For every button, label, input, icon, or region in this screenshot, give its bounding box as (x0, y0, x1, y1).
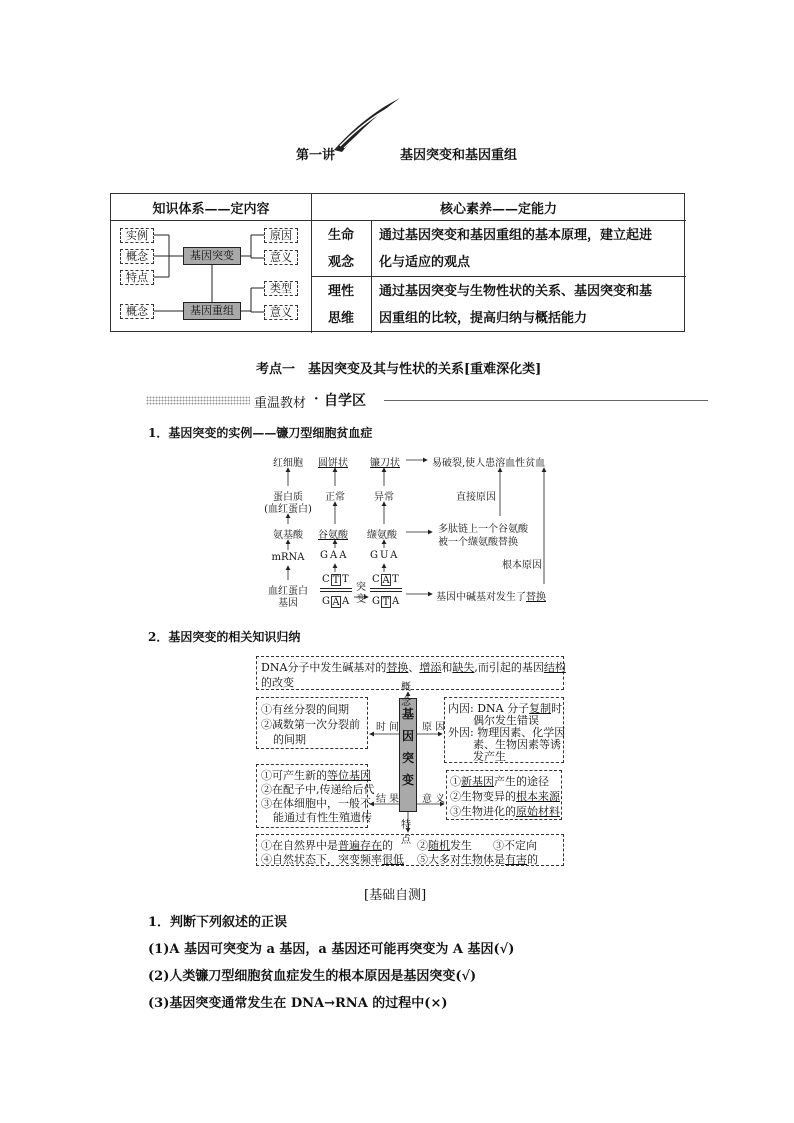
banner-dot: · (314, 392, 319, 407)
lecture-number: 第一讲 (296, 148, 336, 163)
dna-base: A (392, 596, 400, 607)
mindmap-mutation: 基因突变 (183, 247, 241, 265)
concept-text: DNA分子中发生碱基对的 (261, 661, 387, 674)
result-key: 等位基因 (327, 769, 371, 782)
mindmap-node: 类型 (264, 281, 298, 296)
label-concept: 概念 (401, 682, 417, 708)
mindmap-node: 特点 (120, 270, 154, 285)
gene-change-key: 替换 (526, 592, 546, 603)
label-time: 时间 (376, 722, 402, 733)
mindmap-node: 意义 (264, 250, 298, 265)
mutant-mrna: GUA (370, 550, 400, 561)
dna-base: T (392, 574, 399, 585)
mindmap-recombination: 基因重组 (183, 302, 241, 320)
result-text: ③在体细胞中，一般不 (261, 797, 371, 810)
banner-dots (146, 396, 250, 405)
meaning-text: ②生物变异的 (450, 790, 516, 803)
cause-text: 偶尔发生错误 (473, 714, 539, 727)
dna-base-boxed: T (332, 575, 340, 586)
label-hb-gene-2: 基因 (278, 598, 298, 609)
result-text: ①可产生新的 (261, 769, 327, 782)
mutation-summary-diagram (256, 656, 566, 872)
concept-text: 和 (441, 661, 453, 674)
cause-text: 时 (551, 702, 563, 715)
cause-text: 素、生物因素等诱 (473, 738, 561, 751)
feature-key: 随机 (428, 839, 450, 852)
feature-key: 有害 (505, 853, 527, 866)
meaning-key: 根本来源 (516, 790, 560, 803)
self-test-title: [基础自测] (364, 888, 427, 903)
banner-strong: 自学区 (324, 393, 366, 409)
time-text: ①有丝分裂的间期 (261, 703, 349, 716)
dna-base: C (372, 574, 380, 585)
sickle-cell-diagram (262, 452, 562, 612)
dna-base: G (322, 596, 330, 607)
row-text: 化与适应的观点 (379, 255, 471, 270)
label-hb-gene-1: 血红蛋白 (268, 586, 308, 597)
mindmap-node: 概念 (120, 304, 154, 319)
label-feature: 特点 (401, 820, 417, 846)
normal-shape: 圆饼状 (318, 458, 348, 469)
concept-key: 替换 (386, 661, 409, 674)
center-node: 基因突变 (399, 698, 417, 812)
row-label: 生命 (327, 228, 354, 243)
meaning-key: 原始材料 (516, 805, 560, 818)
cause-key: 复制 (529, 702, 552, 715)
dna-base-boxed: T (382, 597, 390, 608)
dna-base: C (322, 574, 330, 585)
label-meaning: 意义 (422, 794, 448, 805)
label-cause: 原因 (422, 722, 448, 733)
concept-text: 的改变 (261, 676, 294, 689)
dna-base-boxed: A (382, 575, 390, 586)
mindmap-node: 原因 (264, 228, 298, 243)
normal-amino-acid: 谷氨酸 (318, 530, 348, 541)
mindmap-node: 意义 (264, 305, 298, 320)
sickle-arrows (262, 452, 562, 612)
header-swoosh-logo (330, 96, 402, 154)
table-left-header: 知识体系——定内容 (152, 202, 270, 217)
q-item: (1)A 基因可突变为 a 基因，a 基因还可能再突变为 A 基因(√) (148, 942, 515, 957)
overview-table (110, 193, 685, 332)
feature-text: 的 (382, 839, 393, 852)
cause-text: 外因: 物理因素、化学因 (448, 726, 566, 739)
normal-mrna: GAA (320, 550, 349, 561)
dna-base-boxed: A (332, 597, 340, 608)
dna-base: G (372, 596, 380, 607)
q-item: (2)人类镰刀型细胞贫血症发生的根本原因是基因突变(√) (148, 969, 477, 984)
mutant-protein: 异常 (374, 492, 394, 503)
label-protein: 蛋白质 (273, 492, 303, 503)
concept-key: 增添 (419, 661, 442, 674)
feature-key: 很低 (382, 853, 404, 866)
mutation-label: 突变 (356, 582, 366, 605)
gene-change-prefix: 基因中碱基对发生了 (436, 592, 526, 603)
feature-text: 的 (527, 853, 538, 866)
result-text: 能通过有性生殖遗传 (273, 811, 372, 824)
mutant-amino-acid: 缬氨酸 (367, 530, 397, 541)
row-label: 理性 (327, 284, 354, 299)
meaning-text: ① (450, 775, 461, 788)
feature-text: ④自然状态下，突变频率 (261, 853, 382, 866)
direct-cause-label: 直接原因 (456, 492, 496, 503)
label-rbc: 红细胞 (273, 458, 303, 469)
table-right-header: 核心素养——定能力 (439, 202, 557, 217)
cause-text: 内因: DNA 分子 (448, 702, 530, 715)
meaning-key: 新基因 (461, 775, 494, 788)
aa-change-2: 被一个缬氨酸替换 (438, 537, 518, 548)
concept-key: 缺失 (452, 661, 475, 674)
feature-box (256, 834, 564, 866)
mindmap-connectors (111, 194, 311, 333)
row-text: 通过基因突变与生物性状的关系、基因突变和基 (379, 284, 653, 299)
dna-base: T (342, 574, 349, 585)
q1-title: 1．判断下列叙述的正误 (148, 915, 288, 930)
q-item: (3)基因突变通常发生在 DNA→RNA 的过程中(×) (148, 996, 448, 1011)
section-title: 考点一 基因突变及其与性状的关系[重难深化类] (256, 362, 542, 377)
page-title: 基因突变和基因重组 (400, 148, 518, 163)
time-text: 的间期 (273, 733, 306, 746)
feature-text: ⑤大多对生物体是 (417, 853, 505, 866)
label-mrna: mRNA (271, 552, 305, 563)
mindmap-node: 概念 (120, 249, 154, 264)
row-label: 思维 (327, 311, 354, 326)
feature-text: ①在自然界中是 (261, 839, 338, 852)
banner-rule (384, 400, 708, 401)
meaning-text: ③生物进化的 (450, 805, 516, 818)
feature-text: ③不定向 (493, 839, 537, 852)
row-text: 因重组的比较，提高归纳与概括能力 (379, 311, 588, 326)
concept-text: 、 (408, 661, 420, 674)
aa-change-1: 多肽链上一个谷氨酸 (438, 524, 528, 535)
meaning-text: 产生的途径 (494, 775, 549, 788)
feature-text: 发生 (450, 839, 472, 852)
point1-heading: 1．基因突变的实例——镰刀型细胞贫血症 (148, 426, 373, 440)
mindmap-node: 实例 (120, 228, 154, 243)
time-text: ②减数第一次分裂前 (261, 718, 360, 731)
row-text: 通过基因突变和基因重组的基本原理，建立起进 (379, 228, 653, 243)
result-text: 易破裂,使人患溶血性贫血 (432, 458, 546, 469)
banner-light: 重温教材 (254, 396, 307, 411)
row-label: 观念 (327, 255, 354, 270)
label-hemoglobin: (血红蛋白) (264, 504, 312, 515)
point2-heading: 2．基因突变的相关知识归纳 (148, 630, 301, 644)
mutant-shape: 镰刀状 (370, 458, 400, 469)
label-result: 结果 (376, 794, 402, 805)
cause-text: 发产生 (473, 750, 506, 763)
feature-key: 普遍存在 (338, 839, 382, 852)
concept-key: 结构 (543, 661, 566, 674)
concept-text: ,而引起的基因 (474, 661, 544, 674)
result-text: ②在配子中,传递给后代 (261, 783, 375, 796)
label-amino-acid: 氨基酸 (273, 530, 303, 541)
root-cause-label: 根本原因 (502, 560, 542, 571)
feature-text: ② (417, 839, 428, 852)
normal-protein: 正常 (325, 492, 345, 503)
dna-base: A (342, 596, 350, 607)
